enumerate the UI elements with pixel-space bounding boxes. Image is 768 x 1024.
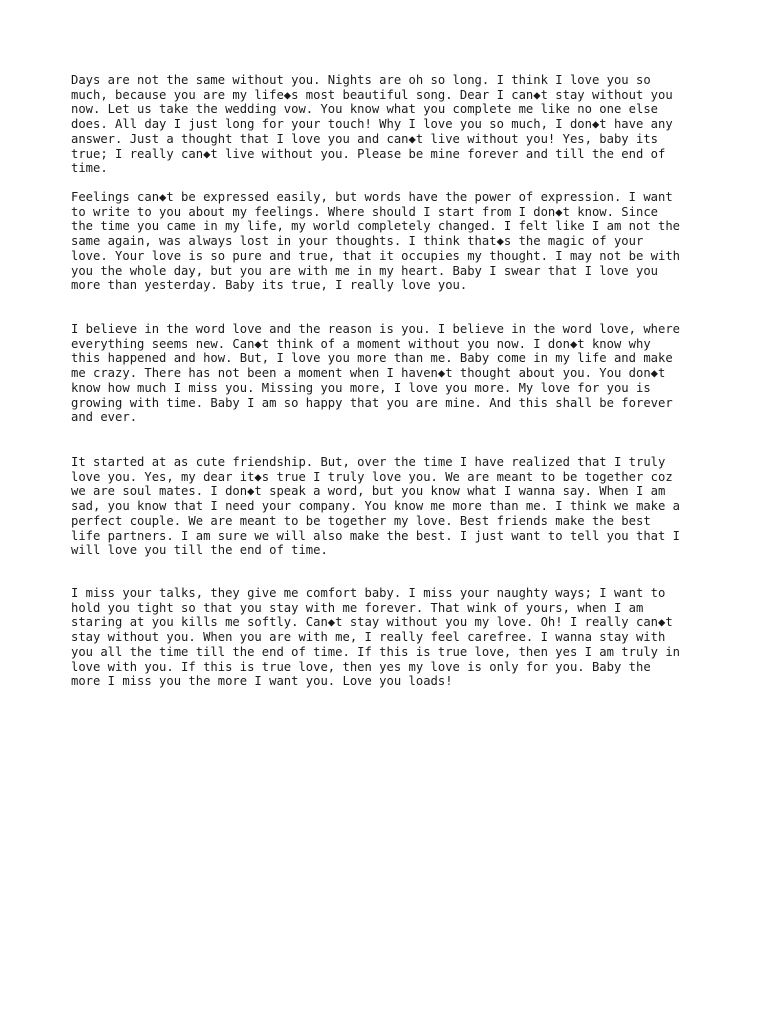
paragraph: I miss your talks, they give me comfort baby. I miss your naughty ways; I want to hold you tight so that you stay with me forever. That wink of yours, when I am staring at you kills me softly. Can◆t stay without you my love. Oh! I really can◆t stay without you. When you are with me, I really feel carefree. I wanna stay with you all the time till the end of time. If this is true love, then yes I am truly in love with you. If this is true love, then yes my love is only for you. Baby the more I miss you the more I want you. Love you loads! <box>71 586 681 689</box>
paragraph: Feelings can◆t be expressed easily, but words have the power of expression. I want to write to you about my feelings. Where should I start from I don◆t know. Since the time you came in my life, my world completely changed. I felt like I am not the same again, was always lost in your thoughts. I think that◆s the magic of your love. Your love is so pure and true, that it occupies my thought. I may not be with you the whole day, but you are with me in my heart. Baby I swear that I love you more than yesterday. Baby its true, I really love you. <box>71 190 681 293</box>
paragraph: Days are not the same without you. Nights are oh so long. I think I love you so much, because you are my life◆s most beautiful song. Dear I can◆t stay without you now. Let us take the wedding vow. You know what you complete me like no one else does. All day I just long for your touch! Why I love you so much, I don◆t have any answer. Just a thought that I love you and can◆t live without you! Yes, baby its true; I really can◆t live without you. Please be mine forever and till the end of time. <box>71 73 673 176</box>
paragraph: I believe in the word love and the reason is you. I believe in the word love, where everything seems new. Can◆t think of a moment without you now. I don◆t know why this happened and how. But, I love you more than me. Baby come in my life and make me crazy. There has not been a moment when I haven◆t thought about you. You don◆t know how much I miss you. Missing you more, I love you more. My love for you is growing with time. Baby I am so happy that you are mine. And this shall be forever and ever. <box>71 322 681 425</box>
paragraph: It started at as cute friendship. But, over the time I have realized that I truly love you. Yes, my dear it◆s true I truly love you. We are meant to be together coz we are soul mates. I don◆t speak a word, but you know what I wanna say. When I am sad, you know that I need your company. You know me more than me. I think we make a perfect couple. We are meant to be together my love. Best friends make the best life partners. I am sure we will also make the best. I just want to tell you that I will love you till the end of time. <box>71 455 681 558</box>
